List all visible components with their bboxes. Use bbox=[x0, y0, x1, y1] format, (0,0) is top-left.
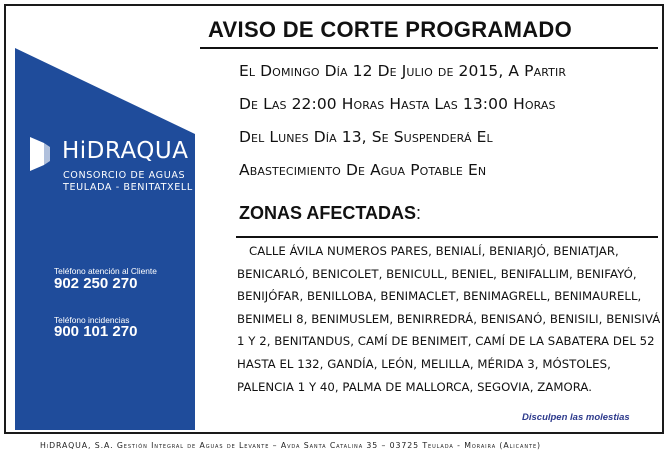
title-bar bbox=[200, 14, 658, 49]
notice-line-3: Del Lunes Día 13, Se Suspenderá El bbox=[239, 128, 493, 146]
zones-divider bbox=[236, 236, 658, 238]
zones-heading-text: ZONAS AFECTADAS bbox=[239, 203, 416, 223]
page-title: AVISO DE CORTE PROGRAMADO bbox=[208, 17, 573, 42]
customer-phone-label: Teléfono atención al Cliente bbox=[54, 266, 157, 276]
zones-heading-colon: : bbox=[416, 203, 422, 223]
affected-zones-list: CALLE ÁVILA NUMEROS PARES, BENIALÍ, BENIARJÓ, BENIATJAR, BENICARLÓ, BENICOLET, BENICULL, BENIEL, BENIFALLIM, BENIFAYÓ, BENIJÓFAR, BENILLOBA, BENIMACLET, BENIMAGRELL, BENIMAURELL, BENIMELI 8, BENIMUSLEM, BENIRREDRÁ, BENISANÓ, BENISILI, BENISIVÁ 1 Y 2, BENITANDUS, CAMÍ DE BENIMEIT, CAMÍ DE LA SABATERA DEL 52 HASTA EL 132, GANDÍA, LEÓN, MELILLA, MÉRIDA 3, MÓSTOLES, PALENCIA 1 Y 40, PALMA DE MALLORCA, SEGOVIA, ZAMORA. bbox=[237, 244, 661, 394]
brand-blue-panel bbox=[15, 10, 195, 430]
notice-line-4: Abastecimiento De Agua Potable En bbox=[239, 161, 487, 179]
blue-panel-shape bbox=[15, 48, 195, 430]
customer-phone-number: 902 250 270 bbox=[54, 275, 138, 292]
zones-heading bbox=[239, 203, 421, 224]
brand-name: HiDRAQUA bbox=[62, 138, 189, 164]
brand-subtitle-line2: TEULADA - BENITATXELL bbox=[63, 182, 193, 193]
apology-note: Disculpen las molestias bbox=[522, 412, 630, 423]
notice-line-2: De Las 22:00 Horas Hasta Las 13:00 Horas bbox=[239, 95, 556, 113]
incidents-phone-number: 900 101 270 bbox=[54, 323, 138, 340]
notice-line-1: El Domingo Día 12 De Julio de 2015, A Partir bbox=[239, 62, 567, 80]
water-drop-logo-icon bbox=[30, 137, 50, 171]
footer-address: HiDRAQUA, S.A. Gestión Integral de Aguas de Levante – Avda Santa Catalina 35 – 03725 Teulada - Moraira (Alicante) bbox=[40, 441, 541, 450]
incidents-phone-label: Teléfono incidencias bbox=[54, 315, 130, 325]
brand-subtitle-line1: CONSORCIO DE AGUAS bbox=[63, 170, 186, 181]
